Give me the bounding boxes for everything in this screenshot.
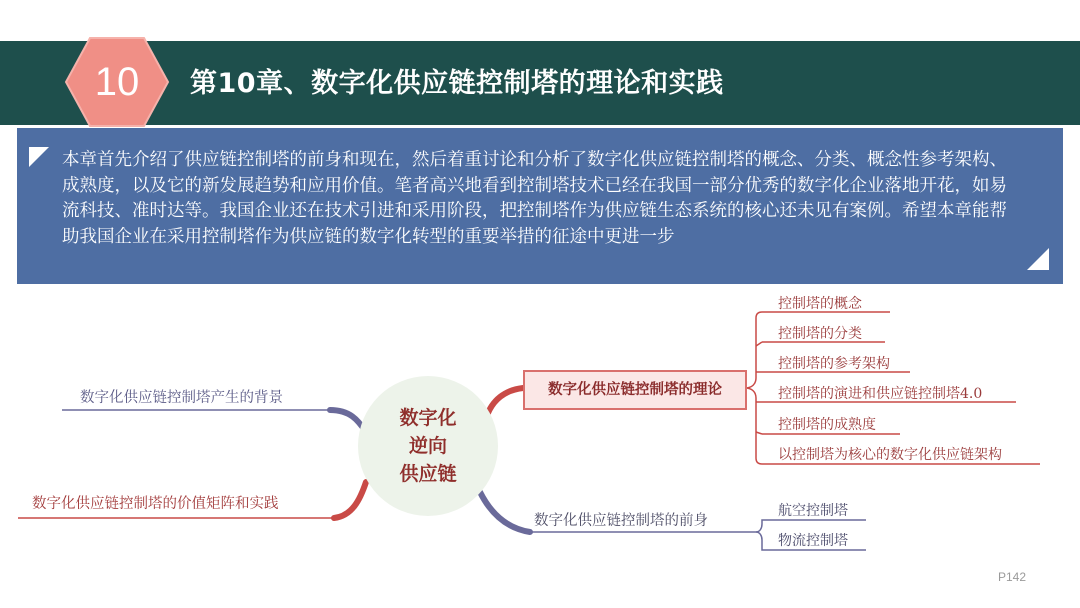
leaf-concept: 控制塔的概念	[778, 296, 862, 312]
leaf-architecture: 以控制塔为核心的数字化供应链架构	[778, 447, 1002, 463]
leaf-logistics-tower: 物流控制塔	[778, 533, 848, 549]
spine-tick-2	[756, 342, 762, 346]
leaf-aviation-tower: 航空控制塔	[778, 503, 848, 519]
node-value-matrix: 数字化供应链控制塔的价值矩阵和实践	[32, 496, 279, 512]
branch-predecessor	[480, 492, 530, 532]
node-theory: 数字化供应链控制塔的理论	[523, 370, 747, 410]
node-predecessor: 数字化供应链控制塔的前身	[534, 513, 708, 529]
spine-theory-down	[745, 388, 762, 464]
leaf-maturity: 控制塔的成熟度	[778, 417, 876, 433]
chapter-number: 10	[94, 60, 140, 104]
center-line-3: 供应链	[399, 463, 457, 485]
chapter-summary-text: 本章首先介绍了供应链控制塔的前身和现在，然后着重讨论和分析了数字化供应链控制塔的概念、分类、概念性参考架构、 成熟度，以及它的新发展趋势和应用价值。笔者高兴地看到控制塔技术已经在我国一部分优秀的数字化企业落地开花，如易流科技、准时达等。我国企业还在技术引进和采用阶段，把控制塔作为供应链生态系统的核心还未见有案例。希望本章能帮助我国企业在采用控制塔作为供应链的数字化转型的重要举措的征途中更进一步	[62, 150, 1007, 247]
leaf-classification: 控制塔的分类	[778, 326, 862, 342]
spine-tick-5	[756, 432, 762, 434]
node-background: 数字化供应链控制塔产生的背景	[80, 390, 283, 406]
leaf-reference-architecture: 控制塔的参考架构	[778, 356, 890, 372]
center-line-2: 逆向	[408, 435, 447, 457]
corner-triangle-icon	[1027, 248, 1051, 272]
mindmap-center-label	[358, 404, 498, 488]
page-number: P142	[998, 570, 1027, 584]
spine-theory-up	[745, 312, 762, 388]
center-line-1: 数字化	[399, 407, 457, 429]
corner-triangle-icon	[29, 147, 51, 169]
chapter-title: 第10章、数字化供应链控制塔的理论和实践	[190, 68, 724, 99]
leaf-evolution: 控制塔的演进和供应链控制塔4.0	[778, 386, 983, 402]
